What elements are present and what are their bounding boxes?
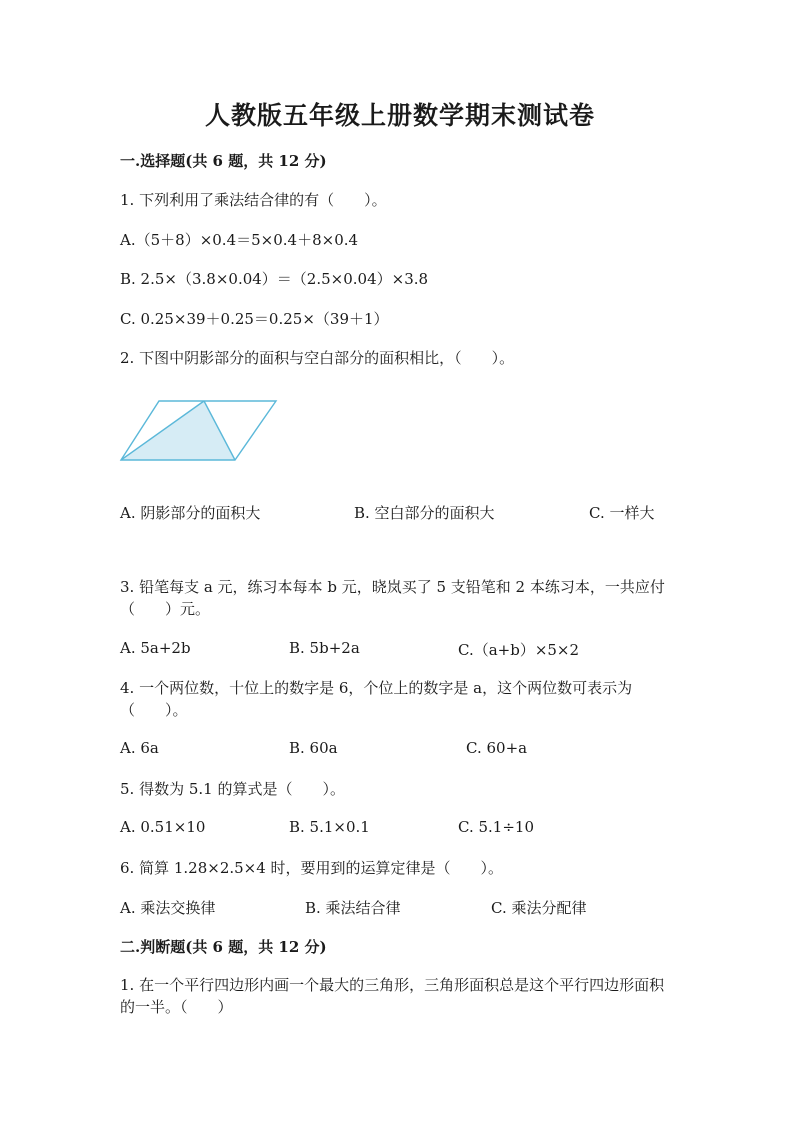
q3-option-a: A. 5a+2b bbox=[120, 639, 191, 657]
q2-option-c: C. 一样大 bbox=[589, 504, 655, 522]
q3-option-b: B. 5b+2a bbox=[289, 639, 360, 657]
q2-option-b: B. 空白部分的面积大 bbox=[354, 504, 495, 522]
q6-option-c: C. 乘法分配律 bbox=[491, 899, 587, 917]
q5-stem: 5. 得数为 5.1 的算式是（ ）。 bbox=[120, 780, 345, 798]
q5-option-b: B. 5.1×0.1 bbox=[289, 818, 370, 836]
section-1-heading: 一.选择题(共 6 题，共 12 分) bbox=[120, 152, 327, 170]
q3-stem: 3. 铅笔每支 a 元，练习本每本 b 元，晓岚买了 5 支铅笔和 2 本练习本，一共应付（ ）元。 bbox=[120, 578, 665, 618]
q5-option-c: C. 5.1÷10 bbox=[458, 818, 534, 836]
q4-stem: 4. 一个两位数，十位上的数字是 6，个位上的数字是 a，这个两位数可表示为（ ）。 bbox=[120, 679, 633, 719]
q1-option-b: B. 2.5×（3.8×0.04）＝（2.5×0.04）×3.8 bbox=[120, 270, 429, 288]
q5-option-a: A. 0.51×10 bbox=[120, 818, 206, 836]
q3-option-c: C.（a+b）×5×2 bbox=[458, 641, 580, 659]
page-title: 人教版五年级上册数学期末测试卷 bbox=[204, 101, 595, 130]
q6-stem: 6. 简算 1.28×2.5×4 时，要用到的运算定律是（ ）。 bbox=[120, 859, 504, 877]
shaded-triangle bbox=[121, 401, 235, 460]
q6-option-b: B. 乘法结合律 bbox=[305, 899, 401, 917]
q1-option-c: C. 0.25×39＋0.25＝0.25×（39＋1） bbox=[120, 310, 389, 328]
q4-option-c: C. 60+a bbox=[466, 739, 528, 757]
q1-option-a: A.（5＋8）×0.4＝5×0.4＋8×0.4 bbox=[120, 231, 359, 249]
q4-option-a: A. 6a bbox=[120, 739, 159, 757]
q2-option-a: A. 阴影部分的面积大 bbox=[120, 504, 261, 522]
section-2-heading: 二.判断题(共 6 题，共 12 分) bbox=[120, 938, 327, 956]
q1-stem: 1. 下列利用了乘法结合律的有（ ）。 bbox=[120, 191, 387, 209]
parallelogram-figure bbox=[118, 397, 280, 463]
q6-option-a: A. 乘法交换律 bbox=[120, 899, 216, 917]
q2-stem: 2. 下图中阴影部分的面积与空白部分的面积相比，（ ）。 bbox=[120, 349, 515, 367]
q4-option-b: B. 60a bbox=[289, 739, 338, 757]
judge-q1-stem: 1. 在一个平行四边形内画一个最大的三角形，三角形面积总是这个平行四边形面积的一半。（ ） bbox=[120, 976, 665, 1016]
